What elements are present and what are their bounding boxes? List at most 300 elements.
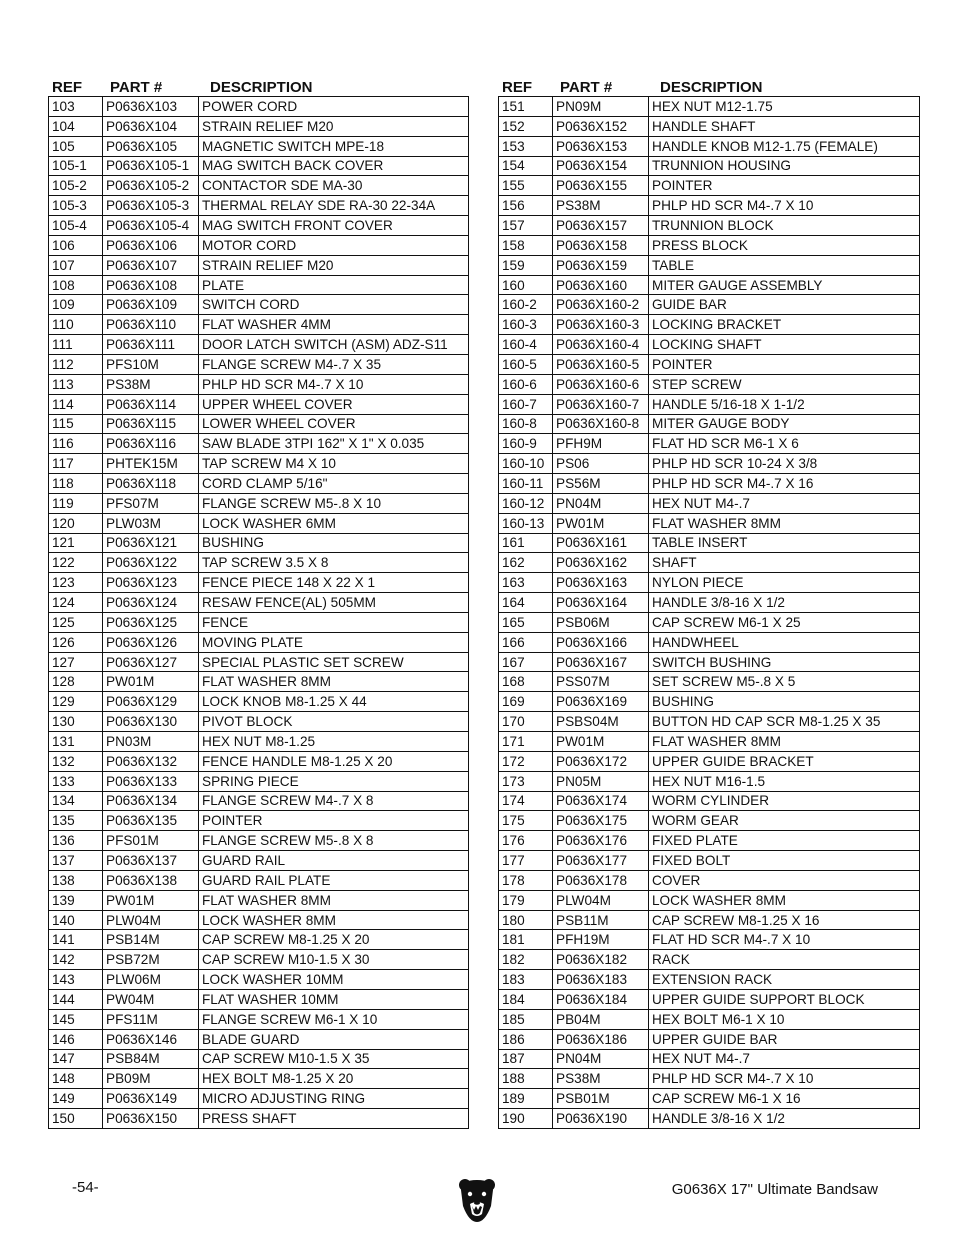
cell-part-number: P0636X183 [553, 970, 649, 989]
cell-ref: 141 [49, 930, 103, 949]
cell-ref: 157 [499, 216, 553, 235]
cell-part-number: P0636X105 [103, 137, 199, 156]
cell-part-number: P0636X155 [553, 176, 649, 195]
cell-part-number: P0636X178 [553, 871, 649, 890]
table-row [49, 633, 468, 653]
cell-part-number: P0636X111 [103, 335, 199, 354]
cell-part-number: PS38M [103, 375, 199, 394]
cell-description: GUIDE BAR [652, 297, 727, 313]
cell-part-number: P0636X130 [103, 712, 199, 731]
cell-ref: 129 [49, 692, 103, 711]
cell-description: UPPER GUIDE BRACKET [652, 753, 814, 769]
cell-ref: 169 [499, 692, 553, 711]
cell-part-number: PSB14M [103, 930, 199, 949]
table-row [49, 236, 468, 256]
table-row [49, 176, 468, 196]
cell-ref: 108 [49, 276, 103, 295]
table-row [49, 573, 468, 593]
table-row [49, 732, 468, 752]
cell-part-number: P0636X106 [103, 236, 199, 255]
cell-ref: 160-13 [499, 514, 553, 533]
cell-description: HEX BOLT M8-1.25 X 20 [202, 1071, 354, 1087]
cell-description: LOCK KNOB M8-1.25 X 44 [202, 694, 367, 710]
cell-ref: 106 [49, 236, 103, 255]
cell-part-number: P0636X122 [103, 553, 199, 572]
cell-ref: 160-8 [499, 415, 553, 434]
cell-part-number: PW01M [553, 732, 649, 751]
table-row [499, 911, 919, 931]
cell-description: MOTOR CORD [202, 237, 297, 253]
cell-description: LOCK WASHER 10MM [202, 972, 344, 988]
cell-part-number: P0636X110 [103, 315, 199, 334]
cell-part-number: P0636X105-2 [103, 176, 199, 195]
document-title: G0636X 17" Ultimate Bandsaw [671, 1181, 878, 1198]
cell-part-number: P0636X105-4 [103, 216, 199, 235]
cell-part-number: P0636X154 [553, 157, 649, 176]
cell-description: FLAT HD SCR M4-.7 X 10 [652, 932, 811, 948]
cell-ref: 166 [499, 633, 553, 652]
cell-ref: 160-10 [499, 454, 553, 473]
table-row [49, 672, 468, 692]
cell-part-number: P0636X160-3 [553, 315, 649, 334]
table-row [499, 633, 919, 653]
cell-description: LOCKING BRACKET [652, 317, 782, 333]
cell-part-number: P0636X160-2 [553, 295, 649, 314]
table-row [49, 1069, 468, 1089]
table-row [49, 1089, 468, 1109]
table-row [49, 851, 468, 871]
table-row [49, 415, 468, 435]
cell-description: TABLE INSERT [652, 535, 748, 551]
cell-description: TRUNNION HOUSING [652, 158, 791, 174]
cell-description: UPPER GUIDE SUPPORT BLOCK [652, 991, 865, 1007]
cell-description: PRESS SHAFT [202, 1110, 297, 1126]
table-row [49, 534, 468, 554]
cell-part-number: PB09M [103, 1069, 199, 1088]
cell-ref: 107 [49, 256, 103, 275]
cell-description: COVER [652, 872, 701, 888]
cell-ref: 160-7 [499, 395, 553, 414]
cell-description: CAP SCREW M8-1.25 X 20 [202, 932, 370, 948]
cell-description: LOCK WASHER 8MM [202, 912, 336, 928]
cell-description: FLAT WASHER 10MM [202, 991, 339, 1007]
cell-ref: 132 [49, 752, 103, 771]
cell-part-number: P0636X118 [103, 474, 199, 493]
cell-part-number: P0636X137 [103, 851, 199, 870]
cell-part-number: P0636X105-3 [103, 196, 199, 215]
table-row [49, 1010, 468, 1030]
cell-ref: 103 [49, 97, 103, 116]
cell-part-number: PLW04M [553, 891, 649, 910]
cell-part-number: P0636X160-8 [553, 415, 649, 434]
cell-part-number: PN05M [553, 772, 649, 791]
table-row [499, 930, 919, 950]
cell-description: LOCK WASHER 8MM [652, 892, 786, 908]
table-row [49, 474, 468, 494]
cell-description: DOOR LATCH SWITCH (ASM) ADZ-S11 [202, 337, 448, 353]
cell-description: CAP SCREW M6-1 X 16 [652, 1091, 801, 1107]
cell-part-number: PS38M [553, 196, 649, 215]
table-row [499, 970, 919, 990]
cell-description: MAG SWITCH BACK COVER [202, 158, 384, 174]
cell-ref: 160 [499, 276, 553, 295]
cell-description: HANDLE KNOB M12-1.75 (FEMALE) [652, 138, 878, 154]
cell-ref: 160-6 [499, 375, 553, 394]
cell-description: HEX NUT M16-1.5 [652, 773, 766, 789]
cell-ref: 120 [49, 514, 103, 533]
table-row [499, 196, 919, 216]
cell-description: PHLP HD SCR M4-.7 X 10 [652, 198, 814, 214]
cell-ref: 128 [49, 672, 103, 691]
cell-part-number: P0636X160-7 [553, 395, 649, 414]
cell-ref: 152 [499, 117, 553, 136]
table-row [49, 355, 468, 375]
table-row [49, 553, 468, 573]
cell-ref: 183 [499, 970, 553, 989]
cell-description: FLANGE SCREW M5-.8 X 8 [202, 833, 374, 849]
cell-part-number: P0636X107 [103, 256, 199, 275]
cell-ref: 112 [49, 355, 103, 374]
cell-ref: 127 [49, 653, 103, 672]
cell-description: HEX NUT M8-1.25 [202, 733, 316, 749]
cell-description: TABLE [652, 257, 695, 273]
cell-ref: 105-2 [49, 176, 103, 195]
table-row [49, 276, 468, 296]
cell-description: HANDLE 5/16-18 X 1-1/2 [652, 396, 805, 412]
cell-part-number: P0636X160-4 [553, 335, 649, 354]
cell-part-number: P0636X160-6 [553, 375, 649, 394]
cell-part-number: P0636X129 [103, 692, 199, 711]
cell-ref: 155 [499, 176, 553, 195]
cell-description: POINTER [202, 813, 263, 829]
cell-ref: 158 [499, 236, 553, 255]
cell-ref: 116 [49, 434, 103, 453]
header-ref: REF [52, 79, 82, 96]
cell-ref: 131 [49, 732, 103, 751]
cell-ref: 115 [49, 415, 103, 434]
table-row [499, 712, 919, 732]
cell-ref: 178 [499, 871, 553, 890]
cell-description: SET SCREW M5-.8 X 5 [652, 674, 796, 690]
cell-description: POINTER [652, 178, 713, 194]
cell-ref: 171 [499, 732, 553, 751]
cell-description: PLATE [202, 277, 245, 293]
cell-part-number: PSB06M [553, 613, 649, 632]
cell-part-number: P0636X152 [553, 117, 649, 136]
cell-description: TAP SCREW M4 X 10 [202, 456, 336, 472]
cell-part-number: PFH19M [553, 930, 649, 949]
cell-part-number: PB04M [553, 1010, 649, 1029]
cell-ref: 160-4 [499, 335, 553, 354]
table-row [499, 355, 919, 375]
table-row [499, 176, 919, 196]
cell-ref: 170 [499, 712, 553, 731]
cell-part-number: P0636X109 [103, 295, 199, 314]
cell-ref: 186 [499, 1030, 553, 1049]
cell-part-number: PN03M [103, 732, 199, 751]
cell-description: FENCE [202, 614, 249, 630]
cell-description: LOWER WHEEL COVER [202, 416, 356, 432]
cell-ref: 113 [49, 375, 103, 394]
table-row [499, 276, 919, 296]
cell-part-number: PN04M [553, 1050, 649, 1069]
cell-ref: 144 [49, 990, 103, 1009]
cell-part-number: PSB72M [103, 950, 199, 969]
table-row [49, 375, 468, 395]
table-row [49, 911, 468, 931]
cell-description: SHAFT [652, 555, 697, 571]
table-row [49, 216, 468, 236]
cell-description: WORM CYLINDER [652, 793, 770, 809]
table-row [499, 672, 919, 692]
cell-part-number: PS06 [553, 454, 649, 473]
table-row [499, 434, 919, 454]
table-row [49, 97, 468, 117]
cell-ref: 172 [499, 752, 553, 771]
cell-part-number: P0636X169 [553, 692, 649, 711]
cell-ref: 182 [499, 950, 553, 969]
cell-description: FENCE PIECE 148 X 22 X 1 [202, 575, 376, 591]
cell-part-number: PN04M [553, 494, 649, 513]
table-row [499, 1109, 919, 1129]
cell-part-number: PFS11M [103, 1010, 199, 1029]
cell-description: MITER GAUGE BODY [652, 416, 790, 432]
cell-ref: 179 [499, 891, 553, 910]
cell-ref: 118 [49, 474, 103, 493]
table-row [499, 1050, 919, 1070]
cell-part-number: PW01M [553, 514, 649, 533]
cell-ref: 188 [499, 1069, 553, 1088]
cell-ref: 177 [499, 851, 553, 870]
cell-ref: 124 [49, 593, 103, 612]
cell-ref: 184 [499, 990, 553, 1009]
cell-part-number: P0636X105-1 [103, 157, 199, 176]
table-body [48, 96, 469, 1129]
cell-description: UPPER GUIDE BAR [652, 1031, 778, 1047]
cell-description: POINTER [652, 356, 713, 372]
cell-part-number: P0636X149 [103, 1089, 199, 1108]
table-row [499, 375, 919, 395]
cell-description: CAP SCREW M10-1.5 X 30 [202, 952, 370, 968]
table-row [49, 990, 468, 1010]
table-row [49, 772, 468, 792]
table-row [49, 950, 468, 970]
cell-part-number: PFS10M [103, 355, 199, 374]
cell-part-number: P0636X133 [103, 772, 199, 791]
table-row [49, 395, 468, 415]
table-row [499, 593, 919, 613]
cell-description: SPRING PIECE [202, 773, 299, 789]
table-row [499, 514, 919, 534]
cell-part-number: P0636X103 [103, 97, 199, 116]
cell-part-number: P0636X175 [553, 811, 649, 830]
cell-part-number: P0636X134 [103, 792, 199, 811]
table-row [49, 653, 468, 673]
cell-part-number: P0636X186 [553, 1030, 649, 1049]
cell-ref: 149 [49, 1089, 103, 1108]
cell-description: TRUNNION BLOCK [652, 217, 774, 233]
cell-ref: 153 [499, 137, 553, 156]
cell-part-number: P0636X114 [103, 395, 199, 414]
cell-ref: 134 [49, 792, 103, 811]
table-row [499, 692, 919, 712]
cell-part-number: PSB84M [103, 1050, 199, 1069]
table-row [49, 871, 468, 891]
table-row [49, 613, 468, 633]
cell-ref: 105 [49, 137, 103, 156]
cell-ref: 147 [49, 1050, 103, 1069]
table-row [49, 256, 468, 276]
cell-description: FIXED BOLT [652, 852, 731, 868]
cell-ref: 160-2 [499, 295, 553, 314]
table-row [499, 216, 919, 236]
table-row [499, 295, 919, 315]
cell-description: MOVING PLATE [202, 634, 303, 650]
header-part: PART # [110, 79, 163, 96]
cell-description: FLANGE SCREW M5-.8 X 10 [202, 495, 382, 511]
cell-description: CAP SCREW M6-1 X 25 [652, 614, 801, 630]
table-row [49, 792, 468, 812]
cell-description: STRAIN RELIEF M20 [202, 257, 334, 273]
header-ref: REF [502, 79, 532, 96]
table-row [499, 851, 919, 871]
cell-ref: 135 [49, 811, 103, 830]
cell-part-number: P0636X125 [103, 613, 199, 632]
cell-description: LOCKING SHAFT [652, 337, 762, 353]
cell-description: RESAW FENCE(AL) 505MM [202, 595, 376, 611]
cell-description: CONTACTOR SDE MA-30 [202, 178, 363, 194]
table-row [499, 792, 919, 812]
cell-ref: 164 [499, 593, 553, 612]
cell-ref: 145 [49, 1010, 103, 1029]
table-row [499, 871, 919, 891]
cell-description: BUSHING [652, 694, 714, 710]
cell-description: PHLP HD SCR M4-.7 X 10 [652, 1071, 814, 1087]
cell-ref: 122 [49, 553, 103, 572]
table-row [49, 970, 468, 990]
cell-part-number: PSBS04M [553, 712, 649, 731]
table-row [499, 97, 919, 117]
table-row [49, 1030, 468, 1050]
cell-description: CAP SCREW M10-1.5 X 35 [202, 1051, 370, 1067]
cell-ref: 165 [499, 613, 553, 632]
table-row [499, 811, 919, 831]
cell-part-number: PFS01M [103, 831, 199, 850]
table-row [499, 613, 919, 633]
parts-table-left [48, 74, 469, 1129]
cell-description: TAP SCREW 3.5 X 8 [202, 555, 329, 571]
cell-ref: 114 [49, 395, 103, 414]
cell-part-number: PSB11M [553, 911, 649, 930]
cell-ref: 111 [49, 335, 103, 354]
cell-ref: 189 [499, 1089, 553, 1108]
cell-ref: 121 [49, 534, 103, 553]
cell-part-number: P0636X167 [553, 653, 649, 672]
table-row [499, 831, 919, 851]
cell-description: FLAT WASHER 8MM [202, 674, 331, 690]
cell-part-number: P0636X121 [103, 534, 199, 553]
cell-ref: 125 [49, 613, 103, 632]
cell-ref: 110 [49, 315, 103, 334]
cell-description: BUTTON HD CAP SCR M8-1.25 X 35 [652, 714, 881, 730]
table-row [49, 1109, 468, 1129]
cell-part-number: PLW04M [103, 911, 199, 930]
cell-description: EXTENSION RACK [652, 972, 773, 988]
cell-ref: 138 [49, 871, 103, 890]
cell-description: MAGNETIC SWITCH MPE-18 [202, 138, 385, 154]
cell-ref: 174 [499, 792, 553, 811]
cell-description: SWITCH CORD [202, 297, 300, 313]
table-row [499, 157, 919, 177]
cell-description: PIVOT BLOCK [202, 714, 293, 730]
table-row [49, 811, 468, 831]
cell-part-number: PHTEK15M [103, 454, 199, 473]
table-row [499, 395, 919, 415]
cell-description: MICRO ADJUSTING RING [202, 1091, 366, 1107]
cell-ref: 190 [499, 1109, 553, 1128]
table-row [499, 553, 919, 573]
cell-part-number: PLW06M [103, 970, 199, 989]
cell-part-number: P0636X163 [553, 573, 649, 592]
cell-part-number: P0636X104 [103, 117, 199, 136]
cell-description: HEX NUT M4-.7 [652, 1051, 750, 1067]
cell-part-number: PSS07M [553, 672, 649, 691]
cell-part-number: P0636X157 [553, 216, 649, 235]
cell-part-number: P0636X190 [553, 1109, 649, 1128]
cell-ref: 142 [49, 950, 103, 969]
table-row [49, 196, 468, 216]
table-row [49, 117, 468, 137]
cell-ref: 160-3 [499, 315, 553, 334]
cell-ref: 160-5 [499, 355, 553, 374]
cell-description: SPECIAL PLASTIC SET SCREW [202, 654, 404, 670]
cell-ref: 136 [49, 831, 103, 850]
cell-part-number: P0636X166 [553, 633, 649, 652]
header-description: DESCRIPTION [660, 79, 763, 96]
table-row [49, 593, 468, 613]
cell-ref: 148 [49, 1069, 103, 1088]
table-row [499, 474, 919, 494]
bear-head-icon [457, 1176, 497, 1224]
table-header [48, 74, 469, 96]
cell-part-number: P0636X135 [103, 811, 199, 830]
table-row [499, 752, 919, 772]
cell-part-number: PW01M [103, 672, 199, 691]
table-row [499, 891, 919, 911]
table-row [499, 117, 919, 137]
cell-description: SWITCH BUSHING [652, 654, 772, 670]
table-row [499, 494, 919, 514]
table-row [49, 494, 468, 514]
table-row [499, 335, 919, 355]
cell-part-number: P0636X123 [103, 573, 199, 592]
table-row [49, 157, 468, 177]
cell-description: FLANGE SCREW M4-.7 X 8 [202, 793, 374, 809]
cell-ref: 104 [49, 117, 103, 136]
cell-description: HEX NUT M12-1.75 [652, 98, 773, 114]
table-header [498, 74, 920, 96]
cell-part-number: P0636X108 [103, 276, 199, 295]
cell-description: HEX NUT M4-.7 [652, 495, 750, 511]
cell-part-number: PS56M [553, 474, 649, 493]
cell-part-number: PW04M [103, 990, 199, 1009]
header-description: DESCRIPTION [210, 79, 313, 96]
table-row [49, 315, 468, 335]
cell-description: FENCE HANDLE M8-1.25 X 20 [202, 753, 393, 769]
cell-part-number: P0636X184 [553, 990, 649, 1009]
cell-description: SAW BLADE 3TPI 162" X 1" X 0.035 [202, 436, 425, 452]
cell-part-number: P0636X159 [553, 256, 649, 275]
